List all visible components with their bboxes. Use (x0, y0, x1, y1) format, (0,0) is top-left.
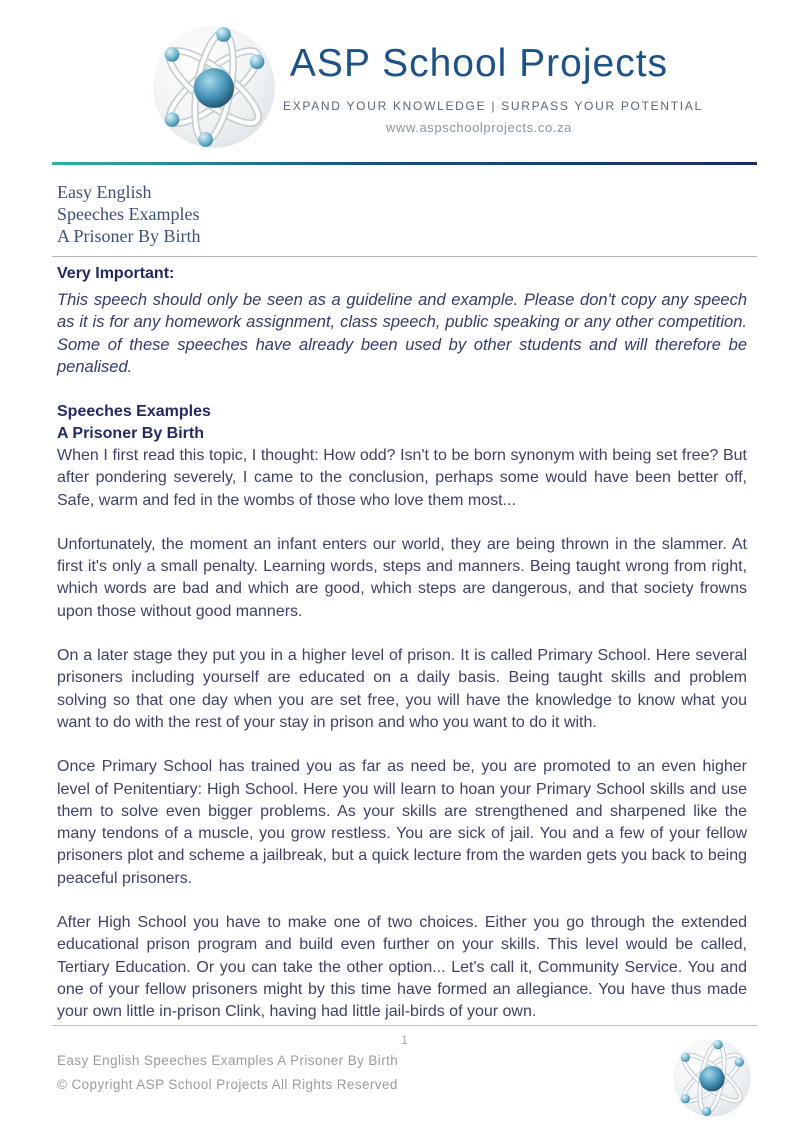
speech-heading-title: A Prisoner By Birth (57, 425, 204, 442)
speech-body (57, 401, 747, 1046)
asp-atom-logo-small (672, 1036, 752, 1120)
asp-atom-logo (150, 24, 278, 150)
footer-text (57, 1049, 398, 1097)
footer-doc-title: Easy English Speeches Examples A Prisoner By Birth (57, 1053, 399, 1068)
doc-header-line: Speeches Examples (57, 204, 200, 224)
speech-paragraph: Unfortunately, the moment an infant enters our world, they are being thrown in the slammer. At first it's only a small penalty. Learning words, steps and manners. Being taught wrong from right, which words are bad and which are good, which steps are dangerous, and that society frowns upon those without good manners. (57, 535, 747, 620)
speech-paragraph: Once Primary School has trained you as far as need be, you are promoted to an even higher level of Penitentiary: High School. Here you will learn to hoan your Primary School skills and use them to solve even bigger problems. As your skills are strengthened and sharpened like the many tendons of a muscle, you grow restless. You are sick of jail. You and a few of your fellow prisoners plot and scheme a jailbreak, but a quick lecture from the warden gets you back to being peaceful prisoners. (57, 758, 747, 887)
brand-tagline: EXPAND YOUR KNOWLEDGE | SURPASS YOUR POTENTIAL (283, 99, 703, 113)
brand-title: ASP School Projects (289, 42, 669, 85)
notice-heading: Very Important: (57, 265, 175, 282)
website-link[interactable]: www.aspschoolprojects.co.za (386, 120, 572, 135)
doc-header-line: A Prisoner By Birth (57, 226, 201, 246)
document-header (57, 181, 201, 247)
speech-heading-category: Speeches Examples (57, 403, 211, 420)
footer-divider (52, 1025, 757, 1026)
speech-paragraph: After High School you have to make one of two choices. Either you go through the extended educational prison program and build even further on your skills. This level would be called, Tertiary Education. Or you can take the other option... Let's call it, Community Service. You and one of your fellow prisoners might by this time have formed an allegiance. You have thus made your own little in-prison Clink, having had little jail-birds of your own. (57, 914, 747, 1021)
brand-block (283, 42, 703, 135)
speech-paragraph: On a later stage they put you in a higher level of prison. It is called Primary School. Here several prisoners including yourself are educated on a daily basis. Being taught skills and problem solving so that one day when you are set free, you will have the knowledge to know what you want to do with the rest of your stay in prison and who you want to do it with. (57, 647, 747, 731)
page-number: 1 (401, 1033, 408, 1047)
speech-paragraph: When I first read this topic, I thought: How odd? Isn't to be born synonym with being set free? But after pondering severely, I came to the conclusion, perhaps some would have been better off, Safe, warm and fed in the wombs of those who love them most... (57, 447, 747, 509)
footer-copyright: © Copyright ASP School Projects All Rights Reserved (57, 1077, 398, 1092)
notice-body: This speech should only be seen as a guideline and example. Please don't copy any speech as it is for any homework assignment, class speech, public speaking or any other competition. Some of these speeches have already been used by other students and will therefore be penalised. (57, 291, 747, 377)
doc-header-line: Easy English (57, 182, 152, 202)
important-notice (57, 265, 747, 379)
section-divider (52, 256, 757, 257)
header-divider (52, 162, 757, 165)
